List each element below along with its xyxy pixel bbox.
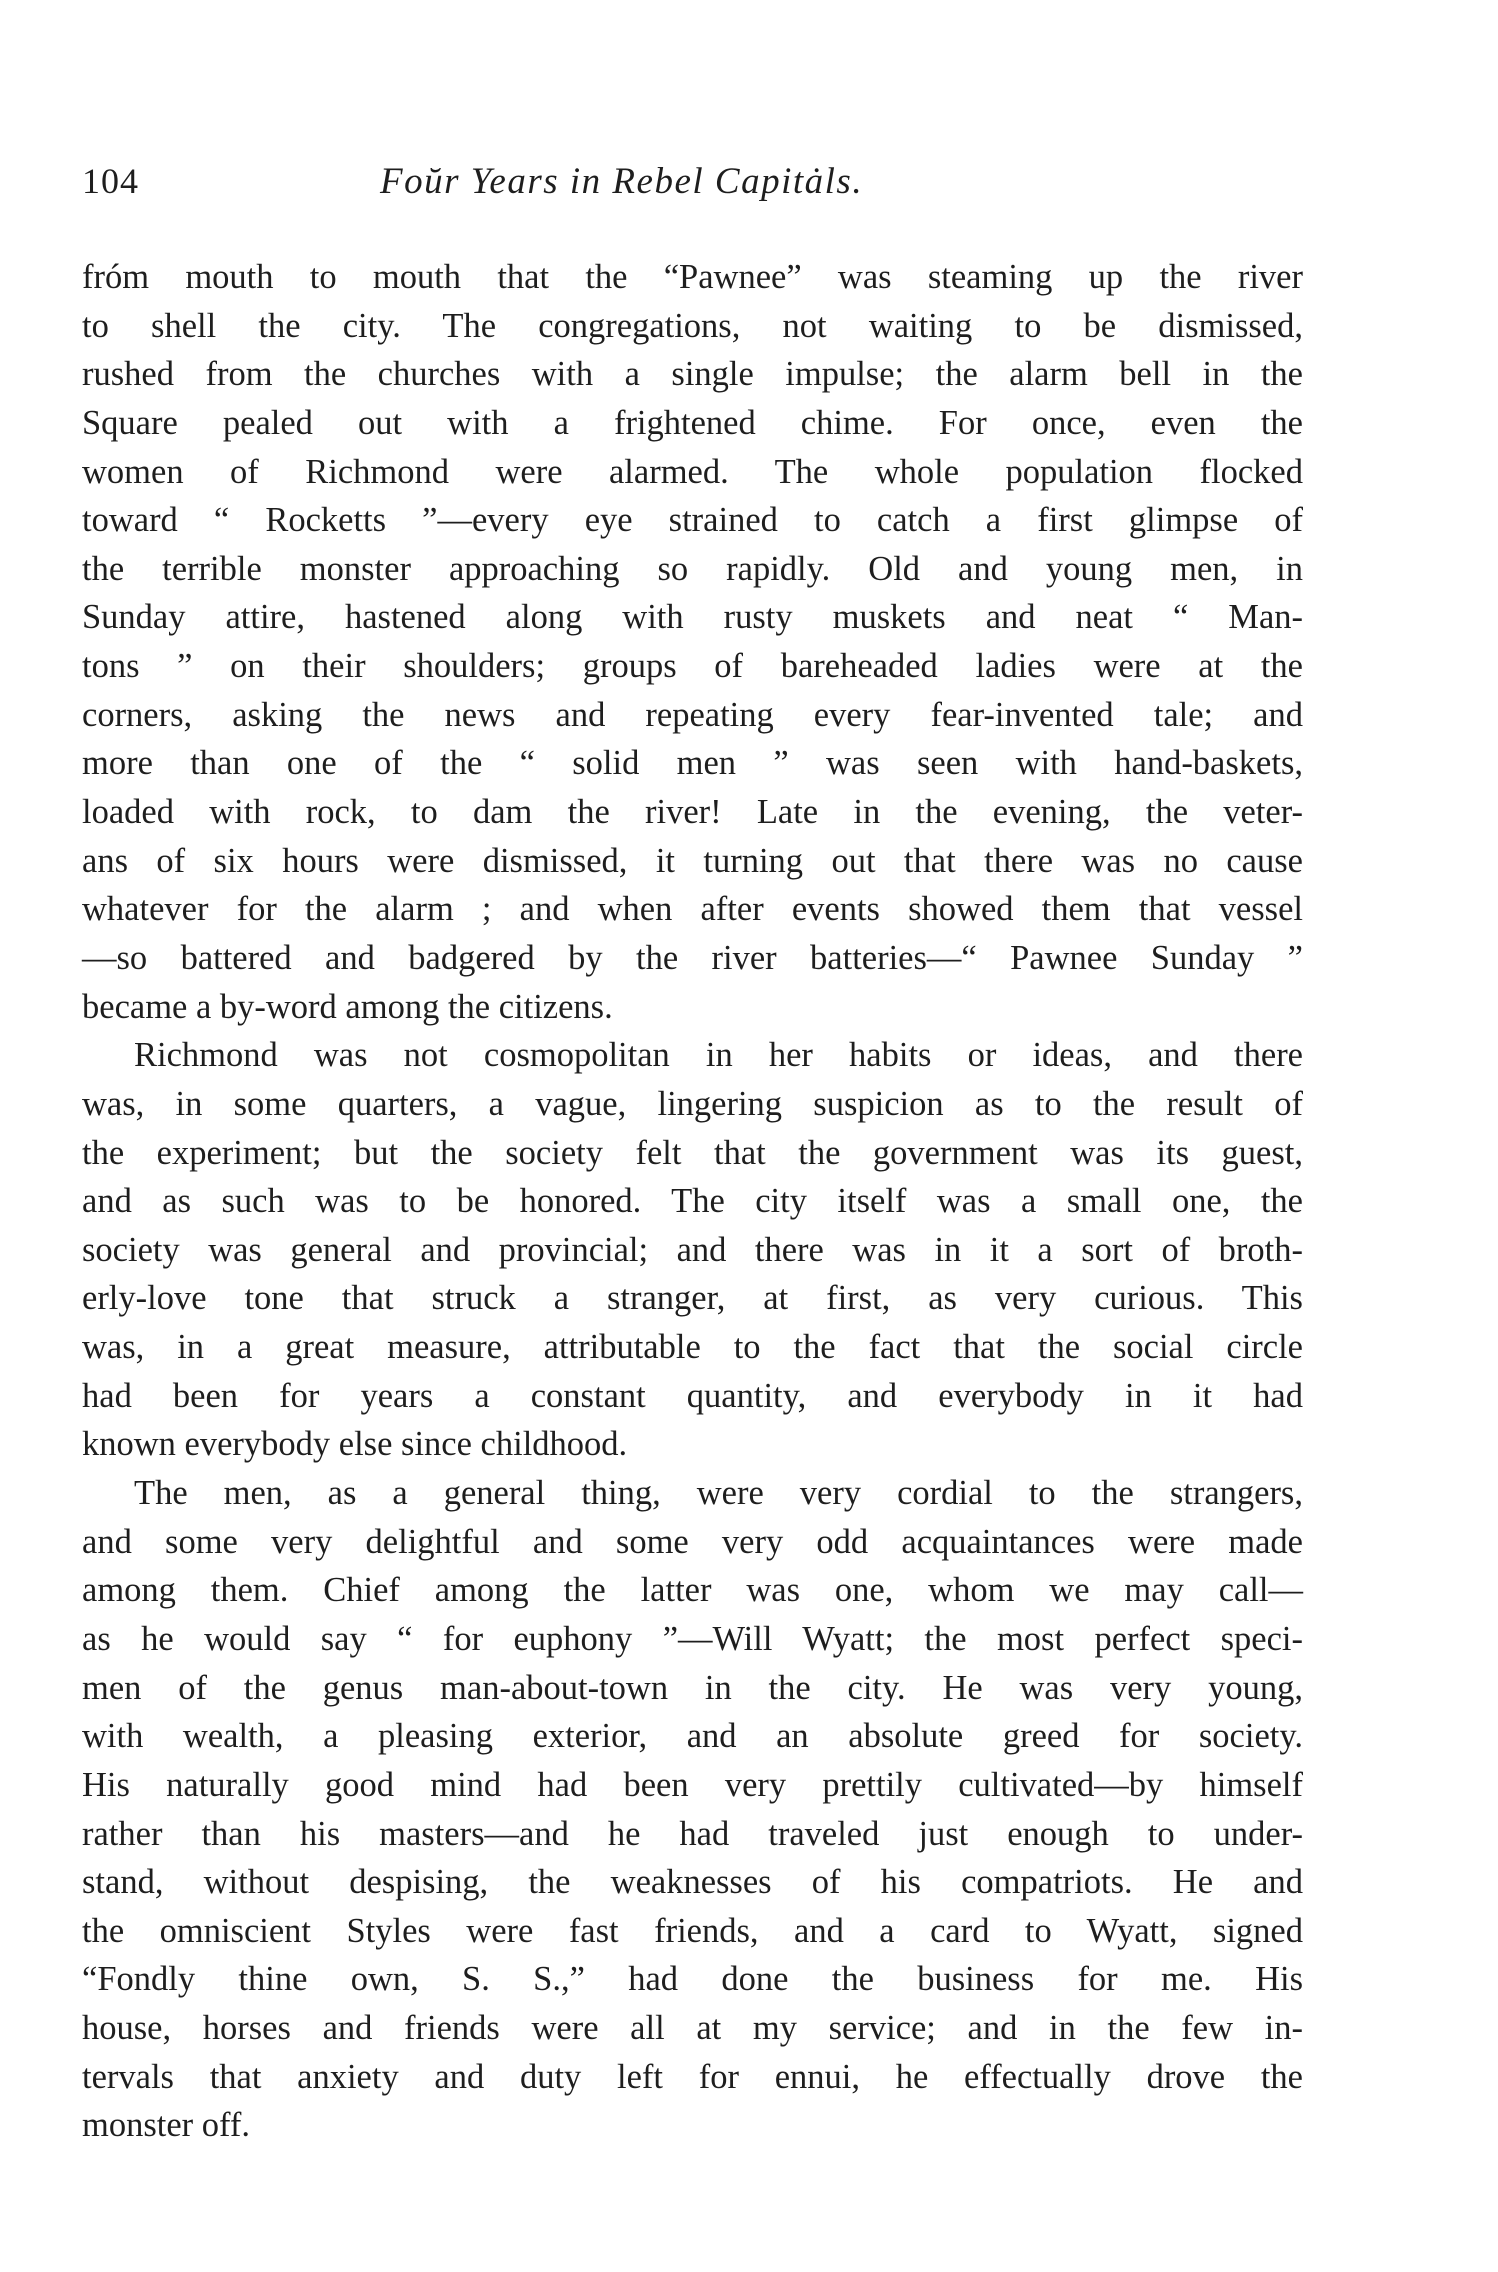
paragraph-start-line: The men, as a general thing, were very cordial to the strangers, [134, 1474, 1303, 1513]
text-line: tons ” on their shoulders; groups of bareheaded ladies were at the [82, 647, 1303, 686]
text-line: rushed from the churches with a single impulse; the alarm bell in the [82, 355, 1303, 394]
text-line: toward “ Rocketts ”—every eye strained to catch a first glimpse of [82, 501, 1303, 540]
running-title: Foŭr Years in Rebel Capitȧls. [380, 161, 864, 202]
text-line: erly-love tone that struck a stranger, at first, as very curious. This [82, 1279, 1303, 1318]
text-line: the experiment; but the society felt that the government was its guest, [82, 1133, 1303, 1172]
text-line: and some very delightful and some very odd acquaintances were made [82, 1522, 1303, 1561]
body-text [82, 253, 1303, 2150]
text-line: was, in a great measure, attributable to the fact that the social circle [82, 1328, 1303, 1367]
text-line: fróm mouth to mouth that the “Pawnee” was steaming up the river [82, 258, 1303, 296]
text-line: more than one of the “ solid men ” was seen with hand-baskets, [82, 744, 1303, 783]
text-line: Square pealed out with a frightened chime. For once, even the [82, 403, 1303, 442]
text-line: society was general and provincial; and there was in it a sort of broth- [82, 1230, 1303, 1269]
text-line: —so battered and badgered by the river batteries—“ Pawnee Sunday ” [82, 938, 1303, 977]
text-line: ans of six hours were dismissed, it turning out that there was no cause [82, 841, 1303, 880]
text-line: the omniscient Styles were fast friends, and a card to Wyatt, signed [82, 1911, 1303, 1950]
text-line: His naturally good mind had been very prettily cultivated—by himself [82, 1765, 1303, 1804]
page-number: 104 [82, 161, 139, 201]
text-line: corners, asking the news and repeating every fear-invented tale; and [82, 695, 1303, 734]
text-line: stand, without despising, the weaknesses of his compatriots. He and [82, 1863, 1303, 1902]
text-line: with wealth, a pleasing exterior, and an absolute greed for society. [82, 1717, 1303, 1756]
text-line: “Fondly thine own, S. S.,” had done the business for me. His [82, 1960, 1303, 1999]
text-line: whatever for the alarm ; and when after events showed them that vessel [82, 890, 1303, 929]
paragraph-end-line: monster off. [82, 2106, 251, 2145]
text-line: men of the genus man-about-town in the city. He was very young, [82, 1668, 1303, 1707]
text-line: rather than his masters—and he had traveled just enough to under- [82, 1814, 1303, 1853]
text-line: the terrible monster approaching so rapidly. Old and young men, in [82, 549, 1303, 588]
running-head [82, 160, 1302, 210]
text-line: was, in some quarters, a vague, lingering suspicion as to the result of [82, 1084, 1303, 1123]
text-line: women of Richmond were alarmed. The whole population flocked [82, 452, 1303, 491]
text-line: among them. Chief among the latter was one, whom we may call— [82, 1571, 1303, 1610]
paragraph-start-line: Richmond was not cosmopolitan in her habits or ideas, and there [134, 1036, 1303, 1075]
text-line: and as such was to be honored. The city itself was a small one, the [82, 1182, 1303, 1221]
text-line: tervals that anxiety and duty left for ennui, he effectually drove the [82, 2057, 1303, 2096]
text-line: had been for years a constant quantity, and everybody in it had [82, 1376, 1303, 1415]
text-line: house, horses and friends were all at my service; and in the few in- [82, 2009, 1303, 2048]
text-line: as he would say “ for euphony ”—Will Wyatt; the most perfect speci- [82, 1619, 1303, 1658]
text-line: loaded with rock, to dam the river! Late in the evening, the veter- [82, 793, 1303, 832]
paragraph-end-line: known everybody else since childhood. [82, 1425, 628, 1464]
text-line: Sunday attire, hastened along with rusty muskets and neat “ Man- [82, 598, 1303, 637]
text-line: to shell the city. The congregations, not waiting to be dismissed, [82, 306, 1303, 345]
paragraph-end-line: became a by-word among the citizens. [82, 987, 613, 1026]
